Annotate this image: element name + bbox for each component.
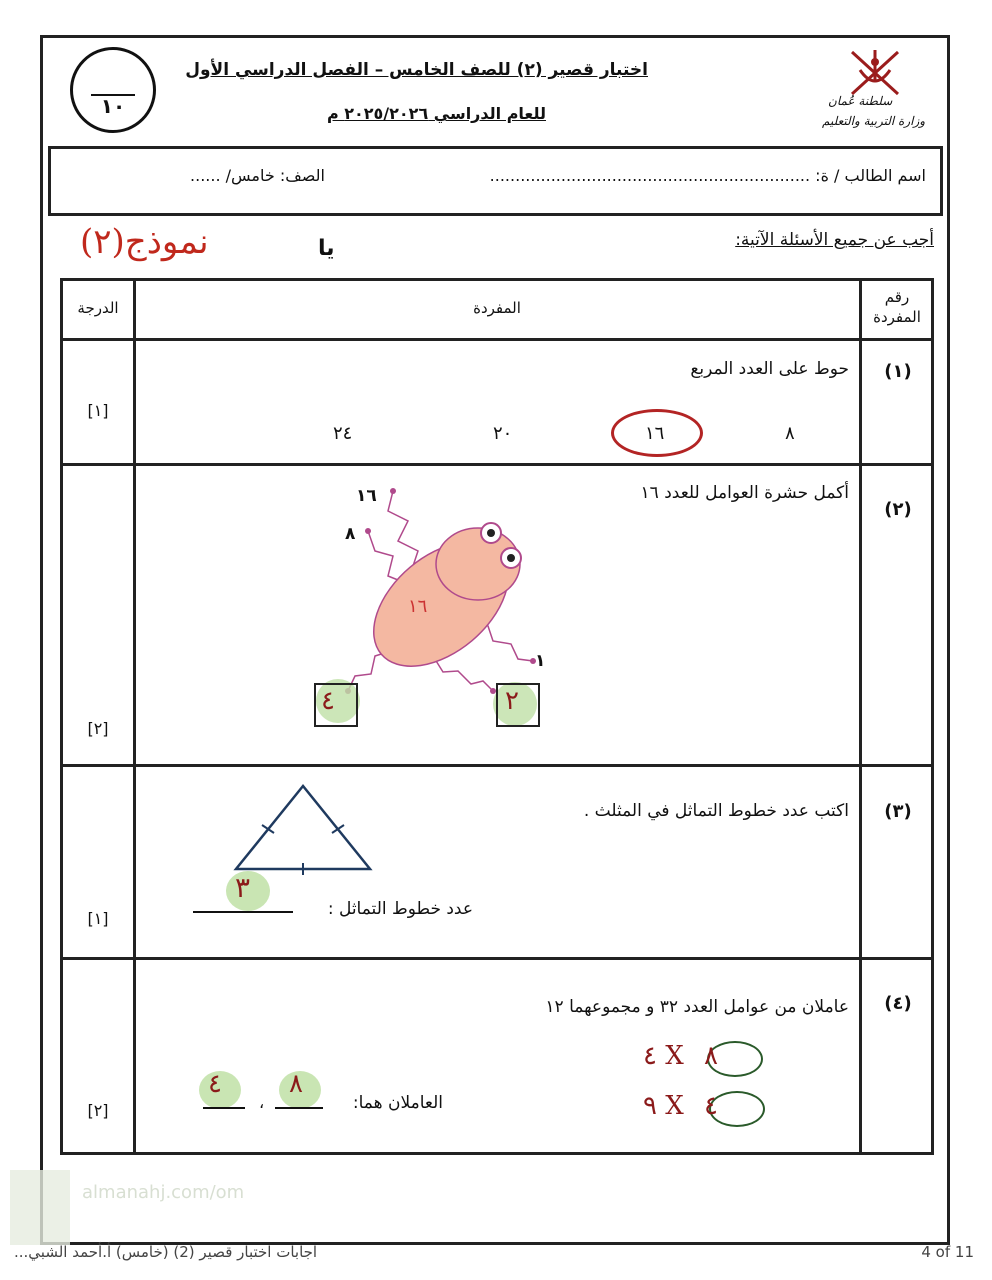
q4-answer-1[interactable]: ٨ [289, 1069, 303, 1099]
q4-text: عاملان من عوامل العدد ٣٢ و مجموعهما ١٢ [545, 997, 849, 1017]
q4-answer-2[interactable]: ٤ [208, 1069, 222, 1099]
col-divider-grade [133, 281, 136, 1152]
q2-text: أكمل حشرة العوامل للعدد ١٦ [640, 483, 849, 503]
logo-line2: وزارة التربية والتعليم [822, 114, 926, 128]
col-header-item: المفردة [473, 299, 521, 317]
col-header-num: رقم المفردة [873, 288, 921, 326]
q1-text: حوط على العدد المربع [690, 359, 849, 379]
student-name-field[interactable]: اسم الطالب / ة: ............................................................... [489, 166, 926, 185]
col-header-grade: الدرجة [77, 299, 119, 317]
exam-year: للعام الدراسي ٢٠٢٥/٢٠٢٦ م [326, 104, 546, 123]
name-scribble: يا [318, 236, 335, 261]
q1-number: (١) [884, 361, 912, 382]
q1-choice-24[interactable]: ٢٤ [333, 423, 353, 444]
q4-answer-label: العاملان هما: [352, 1093, 443, 1113]
factor-bug-diagram [293, 476, 613, 746]
q1-choice-20[interactable]: ٢٠ [493, 423, 513, 444]
student-info-box [48, 146, 943, 216]
q4-mark: [٢] [87, 1101, 109, 1120]
logo-line1: سلطنة عُمان [828, 94, 893, 108]
leg-value-8: ٨ [345, 524, 356, 544]
q4-answer-line-2 [203, 1107, 245, 1109]
q2-number: (٢) [884, 499, 912, 520]
footer-document-name: اجابات اختبار قصير (2) (خامس) أ.أحمد الشبي... [14, 1243, 318, 1261]
q3-answer-line [193, 911, 293, 913]
row-divider-header [63, 338, 931, 341]
q1-choice-16[interactable]: ١٦ [645, 423, 665, 444]
exam-title: اختبار قصير (٢) للصف الخامس – الفصل الدراسي الأول [185, 60, 648, 80]
questions-table [60, 278, 934, 1155]
q4-separator: ، [259, 1093, 265, 1112]
col-divider-num [859, 281, 862, 1152]
leg-value-1: ١ [535, 651, 546, 671]
leg-answer-4[interactable]: ٤ [321, 686, 335, 716]
work-line-2: ٩ X ٤ [643, 1091, 718, 1121]
ministry-logo [820, 42, 940, 142]
bug-center-number: ١٦ [408, 596, 428, 617]
leg-answer-2[interactable]: ٢ [505, 686, 519, 716]
q1-answer-circle [611, 409, 703, 457]
student-class-field[interactable]: الصف: خامس/ ...... [190, 166, 325, 185]
q1-choice-8[interactable]: ٨ [785, 423, 795, 444]
q3-answer-label: عدد خطوط التماثل : [327, 899, 473, 919]
work-line-1: ٤ X ٨ [643, 1041, 718, 1071]
q3-number: (٣) [884, 801, 912, 822]
q2-mark: [٢] [87, 719, 109, 738]
score-total: ١٠ [100, 94, 126, 118]
leg-value-16: ١٦ [356, 486, 377, 506]
q1-mark: [١] [87, 401, 109, 420]
footer-page-number: 4 of 11 [921, 1243, 974, 1261]
row-divider-q2 [63, 764, 931, 767]
triangle-diagram [228, 781, 378, 876]
model-label: نموذج(٢) [80, 222, 209, 262]
watermark-logo [10, 1170, 70, 1245]
q3-answer[interactable]: ٣ [235, 871, 251, 904]
q4-number: (٤) [884, 993, 912, 1014]
instructions: أجب عن جميع الأسئلة الآتية: [735, 230, 934, 250]
q3-text: اكتب عدد خطوط التماثل في المثلث . [583, 801, 849, 821]
q3-mark: [١] [87, 909, 109, 928]
q4-answer-line-1 [275, 1107, 323, 1109]
row-divider-q1 [63, 463, 931, 466]
score-circle [70, 47, 156, 133]
row-divider-q3 [63, 957, 931, 960]
watermark-text: almanahj.com/om [82, 1182, 245, 1203]
